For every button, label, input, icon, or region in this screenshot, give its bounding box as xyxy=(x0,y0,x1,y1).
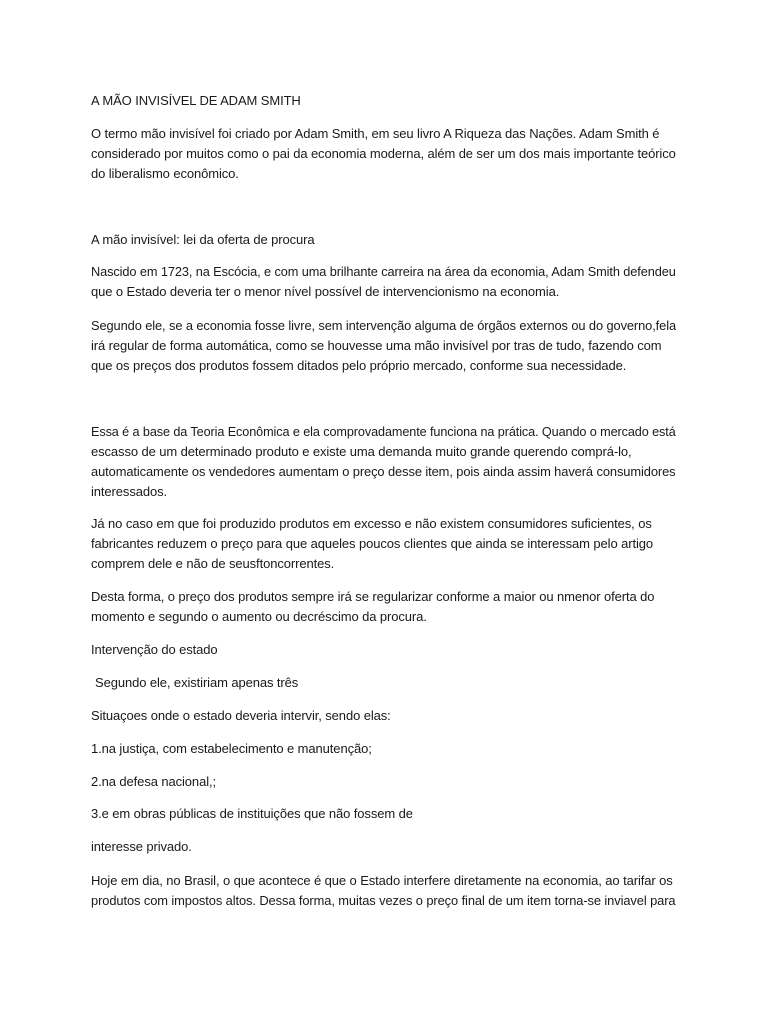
paragraph-1-line-2: que o Estado deveria ter o menor nível possível de intervencionismo na economia. xyxy=(91,284,560,299)
paragraph-2-line-1: Segundo ele, se a economia fosse livre, sem intervenção alguma de órgãos externos ou do governo,fela xyxy=(91,318,676,333)
paragraph-7: Situaçoes onde o estado deveria intervir, sendo elas: xyxy=(91,708,391,723)
section-heading-intervencao: Intervenção do estado xyxy=(91,642,218,657)
list-item-3-continuation: interesse privado. xyxy=(91,839,192,854)
paragraph-8-line-2: produtos com impostos altos. Dessa forma, muitas vezes o preço final de um item torna-se inviavel para xyxy=(91,893,676,908)
list-item-2: 2.na defesa nacional,; xyxy=(91,774,217,789)
paragraph-3-line-2: escasso de um determinado produto e existe uma demanda muito grande querendo comprá-lo, xyxy=(91,444,632,459)
list-item-3: 3.e em obras públicas de instituições que não fossem de xyxy=(91,806,413,821)
paragraph-4-line-2: fabricantes reduzem o preço para que aqueles poucos clientes que ainda se interessam pelo artigo xyxy=(91,536,654,551)
paragraph-5-line-1: Desta forma, o preço dos produtos sempre irá se regularizar conforme a maior ou nmenor oferta do xyxy=(91,589,655,604)
paragraph-8-line-1: Hoje em dia, no Brasil, o que acontece é que o Estado interfere diretamente na economia, ao tarifar os xyxy=(91,873,673,888)
paragraph-3-line-4: interessados. xyxy=(91,484,168,499)
paragraph-3-line-3: automaticamente os vendedores aumentam o preço desse item, pois ainda assim haverá consumidores xyxy=(91,464,676,479)
paragraph-5-line-2: momento e segundo o aumento ou decréscimo da procura. xyxy=(91,609,427,624)
paragraph-3-line-1: Essa é a base da Teoria Econômica e ela comprovadamente funciona na prática. Quando o mercado está xyxy=(91,424,676,439)
list-item-1: 1.na justiça, com estabelecimento e manutenção; xyxy=(91,741,372,756)
section-heading-oferta: A mão invisível: lei da oferta de procura xyxy=(91,232,315,247)
paragraph-2-line-3: que os preços dos produtos fossem ditados pelo próprio mercado, conforme sua necessidade. xyxy=(91,358,627,373)
document-title: A MÃO INVISÍVEL DE ADAM SMITH xyxy=(91,93,301,108)
intro-line-2: considerado por muitos como o pai da economia moderna, além de ser um dos mais importante teórico xyxy=(91,146,676,161)
paragraph-2-line-2: irá regular de forma automática, como se houvesse uma mão invisível por tras de tudo, fazendo com xyxy=(91,338,662,353)
intro-line-3: do liberalismo econômico. xyxy=(91,166,239,181)
paragraph-6: Segundo ele, existiriam apenas três xyxy=(95,675,299,690)
paragraph-4-line-1: Já no caso em que foi produzido produtos em excesso e não existem consumidores suficientes, os xyxy=(91,516,652,531)
intro-line-1: O termo mão invisível foi criado por Adam Smith, em seu livro A Riqueza das Nações. Adam Smith é xyxy=(91,126,660,141)
paragraph-4-line-3: comprem dele e não de seusftoncorrentes. xyxy=(91,556,335,571)
paragraph-1-line-1: Nascido em 1723, na Escócia, e com uma brilhante carreira na área da economia, Adam Smith defendeu xyxy=(91,264,676,279)
